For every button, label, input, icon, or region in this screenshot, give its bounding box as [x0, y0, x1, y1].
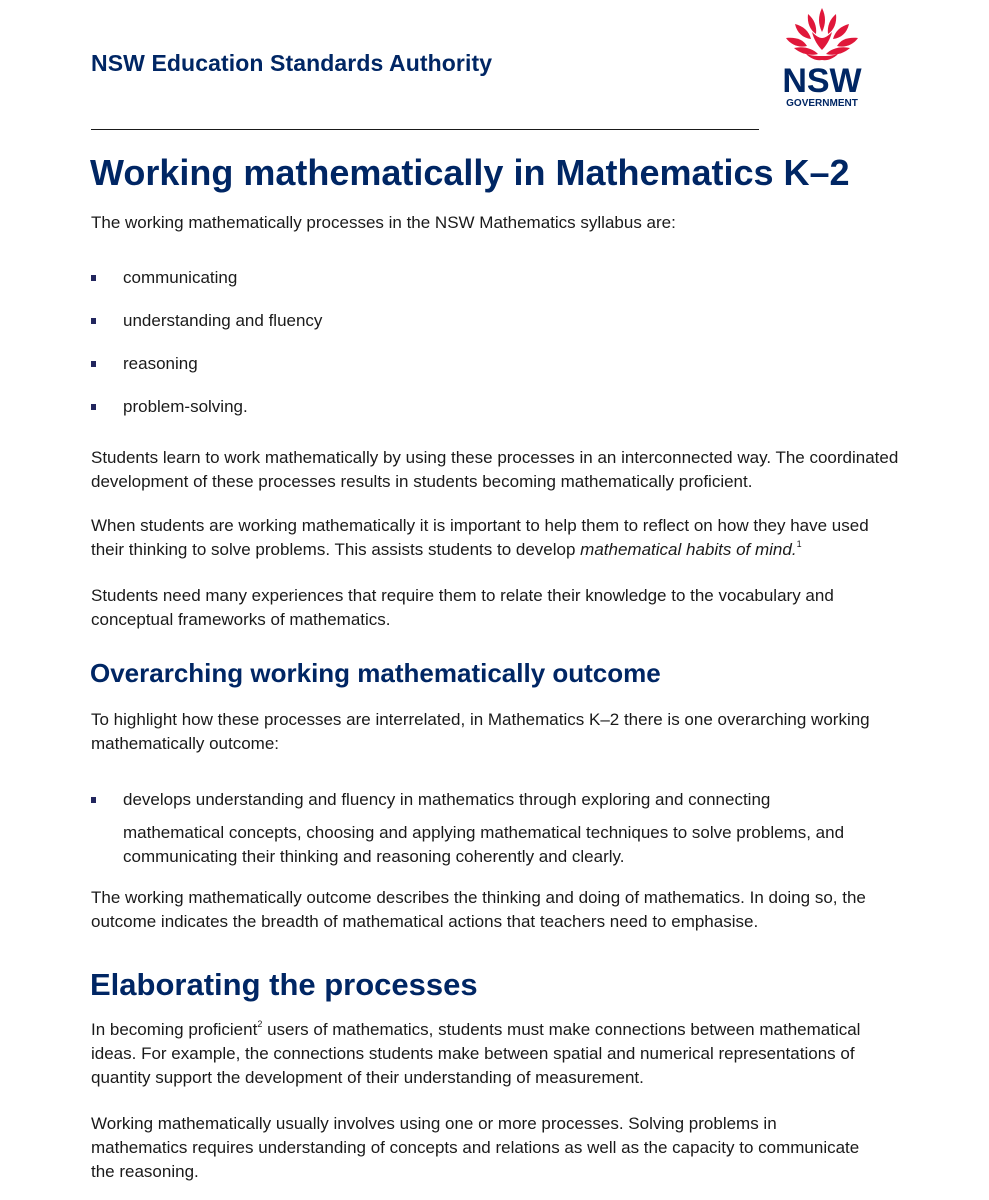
paragraph-outcome-intro: To highlight how these processes are interrelated, in Mathematics K–2 there is one overarching working mathematically outcome:	[91, 710, 870, 753]
emphasis-habits-of-mind: mathematical habits of mind.	[580, 540, 797, 559]
nsw-government-logo	[776, 6, 868, 110]
paragraph-experiences: Students need many experiences that require them to relate their knowledge to the vocabulary and conceptual frameworks of mathematics.	[91, 586, 834, 629]
paragraph-interconnected: Students learn to work mathematically by using these processes in an interconnected way. The coordinated development of these processes results in students becoming mathematically proficient.	[91, 448, 899, 491]
paragraph-proficient: In becoming proficient$^2$ users of mathematics, students must make connections between mathematical ideas. For example, the connections students make between spatial and numerical representations of quantity support the development of their understanding of measurement.	[91, 1019, 861, 1087]
organisation-name: NSW Education Standards Authority	[91, 50, 493, 76]
paragraph-outcome-describes: The working mathematically outcome describes the thinking and doing of mathematics. In doing so, the outcome indicates the breadth of mathematical actions that teachers need to emphasise.	[91, 888, 866, 931]
intro-paragraph: The working mathematically processes in the NSW Mathematics syllabus are:	[91, 213, 676, 232]
footnote-ref: 1	[796, 539, 802, 549]
waratah-flower-icon	[776, 6, 868, 110]
svg-text:NSW: NSW	[782, 62, 862, 100]
svg-text:GOVERNMENT: GOVERNMENT	[786, 98, 858, 109]
section-heading-elaborating: Elaborating the processes	[90, 967, 478, 1002]
paragraph-reflect: When students are working mathematically it is important to help them to reflect on how they have used their thinking to solve problems. This assists students to develop mathematical habits of mind.$^1$	[91, 516, 869, 559]
bullet-icon	[91, 275, 96, 281]
nsw-wordmark	[782, 62, 862, 109]
bullet-icon	[91, 361, 96, 367]
bullet-icon	[91, 797, 96, 803]
document-page: NSW Education Standards Authority NSW GOVERNMENT Working mathematically in Mathematics K–2 The working mathematically processes in the NSW Mathematics syllabus are: communicating understanding and fluency reasoning problem-solving. Students learn to work mathematically by using these processes in an interconnected way. The coordinated development of these processes results in students becoming mathematically proficient. When students are working mathematically it is important to help them to reflect on how they have used their thinking to solve problems. This assists students to develop mathematical habits of mind.$^1$ Students need many experiences that require them to relate their knowledge to the vocabulary and conceptual frameworks of mathematics. Overarching working mathematically outcome To highlight how these processes are interrelated, in Mathematics K–2 there is one overarching working mathematically outcome: develops understanding and fluency in mathematics through exploring and connecting mathematical concepts, choosing and applying mathematical techniques to solve problems, and communicating their thinking and reasoning coherently and clearly. The working mathematically outcome describes the thinking and doing of mathematics. In doing so, the outcome indicates the breadth of mathematical actions that teachers need to emphasise. Elaborating the processes In becoming proficient$^2$ users of mathematics, students must make connections between mathematical ideas. For example, the connections students make between spatial and numerical representations of quantity support the development of their understanding of measurement. Working mathematically usually involves using one or more processes. Solving problems in mathematics requires understanding of concepts and relations as well as the capacity to communicate the reasoning.	[0, 0, 989, 1200]
footnote-ref: 2	[257, 1019, 263, 1029]
section-heading-outcome: Overarching working mathematically outcome	[90, 658, 661, 688]
bullet-icon	[91, 318, 96, 324]
header-divider	[91, 129, 759, 130]
bullet-icon	[91, 404, 96, 410]
page-title: Working mathematically in Mathematics K–2	[90, 152, 850, 193]
paragraph-working-processes: Working mathematically usually involves using one or more processes. Solving problems in mathematics requires understanding of concepts and relations as well as the capacity to communicate the reasoning.	[91, 1114, 860, 1181]
